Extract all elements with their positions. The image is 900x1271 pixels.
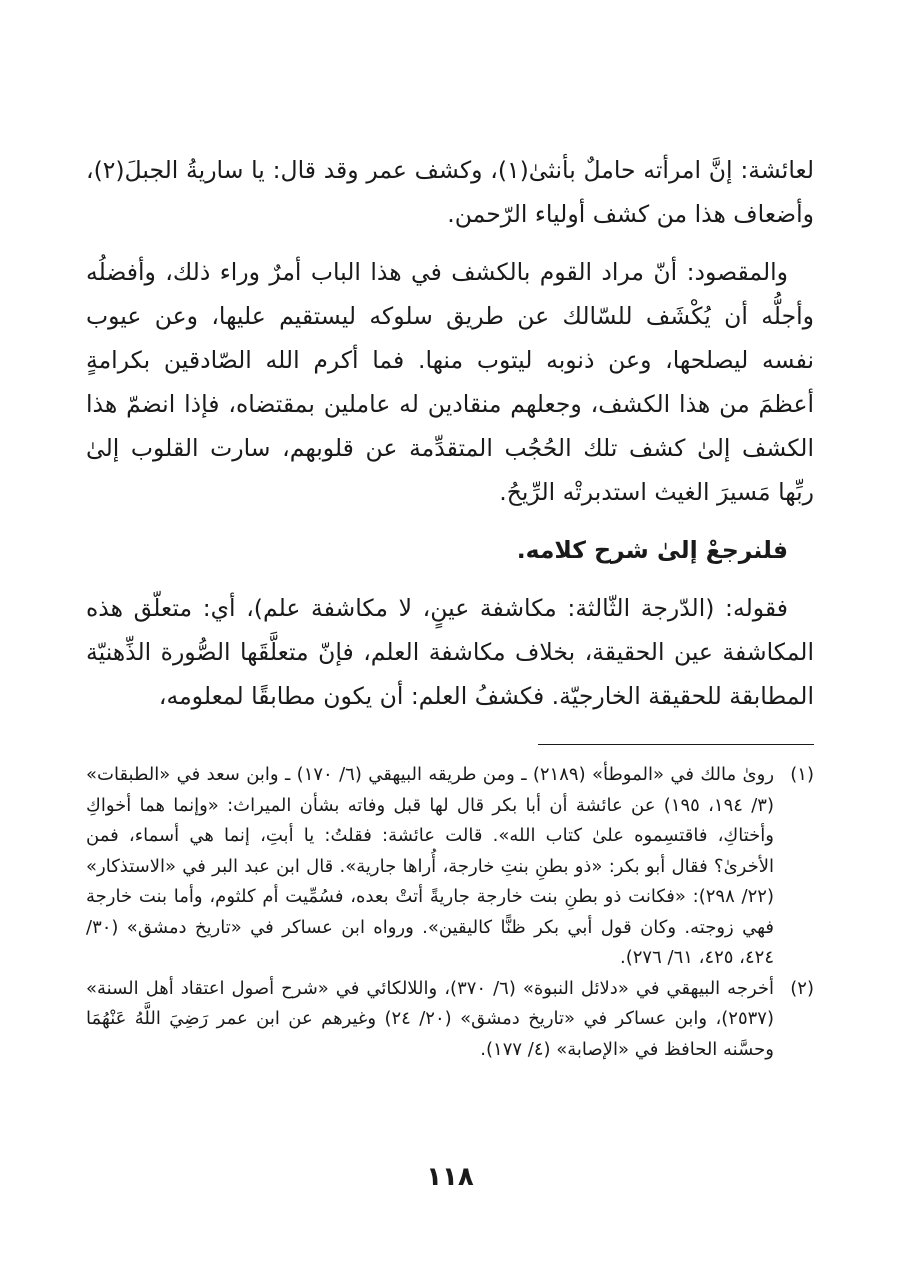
footnote-1 <box>86 760 814 974</box>
main-text <box>86 148 814 718</box>
paragraph-2: والمقصود: أنّ مراد القوم بالكشف في هذا الباب أمرٌ وراء ذلك، وأفضلُه وأجلُّه أن يُكْشَف للسّالك عن طريق سلوكه ليستقيم عليها، وعن عيوب نفسه ليصلحها، وعن ذنوبه ليتوب منها. فما أكرم الله الصّادقين بكرامةٍ أعظمَ من هذا الكشف، وجعلهم منقادين له عاملين بمقتضاه، فإذا انضمّ هذا الكشف إلىٰ كشف تلك الحُجُب المتقدِّمة عن قلوبهم، سارت القلوب إلىٰ ربِّها مَسيرَ الغيث استدبرتْه الرِّيحُ. <box>86 258 814 506</box>
footnote-text: أخرجه البيهقي في «دلائل النبوة» (٦/ ٣٧٠)، واللالكائي في «شرح أصول اعتقاد أهل السنة» (٢٥٣٧)، وابن عساكر في «تاريخ دمشق» (٢٠/ ٢٤) وغيرهم عن ابن عمر رَضِيَ اللَّهُ عَنْهُمَا وحسَّنه الحافظ في «الإصابة» (٤/ ١٧٧). <box>86 977 775 1060</box>
paragraph-3: فقوله: (الدّرجة الثّالثة: مكاشفة عينٍ، لا مكاشفة علم)، أي: متعلّق هذه المكاشفة عين الحقيقة، بخلاف مكاشفة العلم، فإنّ متعلَّقَها الصُّورة الذِّهنيّة المطابقة للحقيقة الخارجيّة. فكشفُ العلم: أن يكون مطابقًا لمعلومه، <box>86 594 814 710</box>
page-number: ١١٨ <box>426 1162 474 1192</box>
footnotes <box>86 760 814 1065</box>
footnote-number: (١) <box>790 764 814 785</box>
paragraph-1: لعائشة: إنَّ امرأته حاملٌ بأنثىٰ(١)، وكشف عمر وقد قال: يا ساريةُ الجبلَ(٢)، وأضعاف هذا من كشف أولياء الرّحمن. <box>86 156 814 228</box>
footnote-number: (٢) <box>790 977 814 999</box>
section-heading: فلنرجعْ إلىٰ شرح كلامه. <box>516 536 788 564</box>
footnote-text: روىٰ مالك في «الموطأ» (٢١٨٩) ـ ومن طريقه البيهقي (٦/ ١٧٠) ـ وابن سعد في «الطبقات» (٣/ ١٩٤، ١٩٥) عن عائشة أن أبا بكر قال لها قبل وفاته بشأن الميراث: «وإنما هما أخواكِ وأختاكِ، فاقتسِموه علىٰ كتاب الله». قالت عائشة: فقلتُ: يا أبتِ، إنما هي أسماء، فمن الأخرىٰ؟ فقال أبو بكر: «ذو بطنِ بنتِ خارجة، أُراها جارية». قال ابن عبد البر في «الاستذكار» (٢٢/ ٢٩٨): «فكانت ذو بطنِ بنت خارجة جاريةً أتتْ بعده، فسُمِّيت أم كلثوم، وأما بنت خارجة فهي زوجته. وكان قول أبي بكر ظنًّا كاليقين». ورواه ابن عساكر في «تاريخ دمشق» (٣٠/ ٤٢٤، ٤٢٥، ٦١/ ٢٧٦). <box>86 764 775 968</box>
footnote-separator <box>538 744 814 745</box>
footnote-2 <box>86 974 814 1066</box>
